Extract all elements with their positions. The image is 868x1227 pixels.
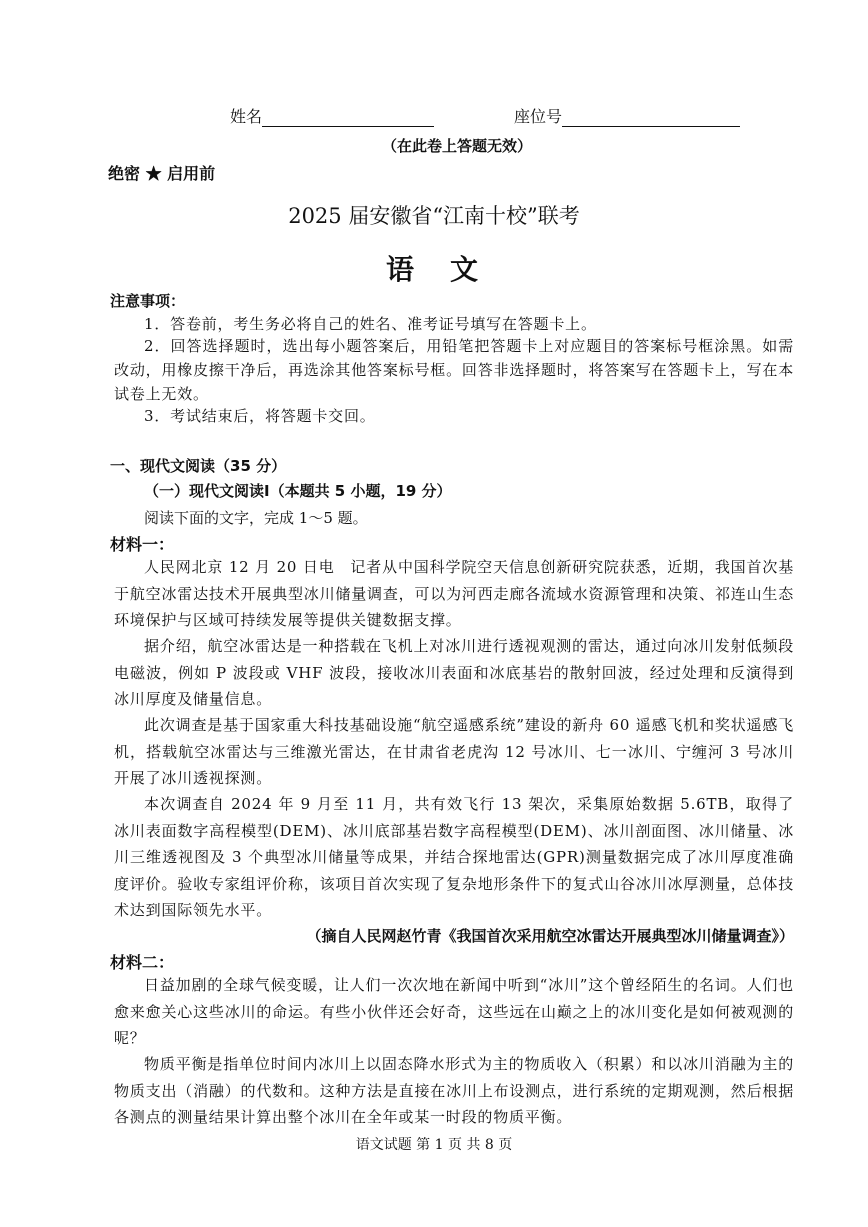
material2-paragraph: 物质平衡是指单位时间内冰川上以固态降水形式为主的物质收入（积累）和以冰川消融为主的物质支出（消融）的代数和。这种方法是直接在冰川上布设测点，进行系统的定期观测，然后根据各测点的测量结果计算出整个冰川在全年或某一时段的物质平衡。 (114, 1055, 794, 1126)
note-item-3: 3．考试结束后，将答题卡交回。 (144, 407, 376, 425)
page-footer: 语文试题 第 1 页 共 8 页 (355, 1137, 513, 1153)
material2-paragraph: 日益加剧的全球气候变暖，让人们一次次地在新闻中听到“冰川”这个曾经陌生的名词。人们也愈来愈关心这些冰川的命运。有些小伙伴还会好奇，这些远在山巅之上的冰川变化是如何被观测的呢？ (114, 976, 794, 1047)
invalid-note: （在此卷上答题无效） (382, 137, 533, 155)
name-field (230, 104, 434, 127)
exam-title: 2025 届安徽省“江南十校”联考 (288, 204, 580, 228)
material1-paragraph: 本次调查自 2024 年 9 月至 11 月，共有效飞行 13 架次，采集原始数据 5.6TB，取得了冰川表面数字高程模型(DEM)、冰川底部基岩数字高程模型(DEM)、冰川剖面图、冰川储量、冰川三维透视图及 3 个典型冰川储量等成果，并结合探地雷达(GPR)测量数据完成了冰川厚度准确度评价。验收专家组评价称，该项目首次实现了复杂地形条件下的复式山谷冰川冰厚测量，总体技术达到国际领先水平。 (114, 795, 794, 919)
seat-blank (562, 110, 740, 127)
section-title: 一、现代文阅读（35 分） (110, 457, 287, 475)
seat-label: 座位号 (514, 107, 563, 126)
note-item-2: 2．回答选择题时，选出每小题答案后，用铅笔把答题卡上对应题目的答案标号框涂黑。如需改动，用橡皮擦干净后，再选涂其他答案标号框。回答非选择题时，将答案写在答题卡上，写在本试卷上无效。 (114, 337, 794, 403)
material1-paragraph: 此次调查是基于国家重大科技基础设施“航空遥感系统”建设的新舟 60 遥感飞机和奖状遥感飞机，搭载航空冰雷达与三维激光雷达，在甘肃省老虎沟 12 号冰川、七一冰川、宁缠河 3 号冰川开展了冰川透视探测。 (114, 716, 794, 787)
material1-paragraph: 人民网北京 12 月 20 日电 记者从中国科学院空天信息创新研究院获悉，近期，我国首次基于航空冰雷达技术开展典型冰川储量调查，可以为河西走廊各流域水资源管理和决策、祁连山生态环境保护与区域可持续发展等提供关键数据支撑。 (114, 558, 794, 629)
name-label: 姓名 (230, 107, 263, 126)
note-item-1: 1．答卷前，考生务必将自己的姓名、准考证号填写在答题卡上。 (144, 315, 597, 333)
secret-label: 绝密 ★ 启用前 (108, 164, 216, 183)
seat-field (514, 104, 740, 127)
subject-title: 语 文 (385, 253, 482, 286)
material1-source: （摘自人民网赵竹青《我国首次采用航空冰雷达开展典型冰川储量调查》） (306, 927, 794, 945)
material1-label: 材料一： (110, 535, 175, 554)
name-blank (262, 110, 434, 127)
section-instruction: 阅读下面的文字，完成 1～5 题。 (144, 509, 368, 527)
notes-title: 注意事项： (110, 292, 186, 310)
material2-label: 材料二： (110, 953, 175, 972)
material1-paragraph: 据介绍，航空冰雷达是一种搭载在飞机上对冰川进行透视观测的雷达，通过向冰川发射低频段电磁波，例如 P 波段或 VHF 波段，接收冰川表面和冰底基岩的散射回波，经过处理和反演得到冰川厚度及储量信息。 (114, 637, 794, 708)
section-subtitle: （一）现代文阅读Ⅰ（本题共 5 小题，19 分） (144, 482, 452, 500)
